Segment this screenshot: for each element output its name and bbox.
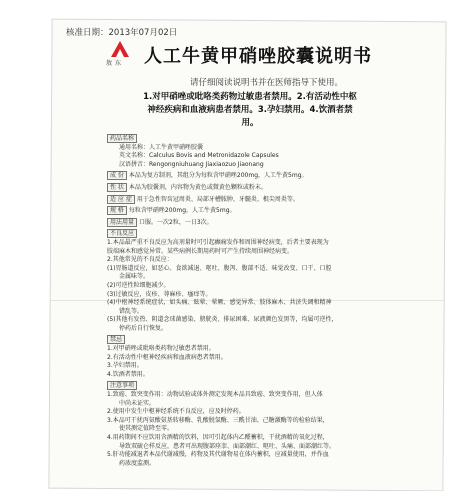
section-label-adverse: 不良反应	[107, 229, 137, 238]
contra-line: 1.对甲硝唑或吡咯类药物过敏患者禁用。	[107, 345, 215, 353]
caution-line: 4.用药期间不应饮用含酒精的饮料，因可引起体内乙醛蓄积，干扰酒精的氧化过程，	[107, 434, 329, 441]
adverse-line: 2.其他常见的不良反应：	[107, 256, 173, 264]
spec-text: 每粒含甲硝唑200mg，人工牛黄5mg。	[128, 207, 236, 215]
section-label-contraindications: 禁忌	[107, 335, 125, 344]
reading-note: 请仔细阅读说明书并在医师指导下使用。	[190, 78, 344, 88]
caution-line: 使其测定值降至零。	[119, 425, 174, 433]
caution-line: 药浓度监测。	[119, 459, 156, 467]
appearance-text: 本品为胶囊剂，内容物为黄色或微黄色颗粒或粉末。	[128, 183, 267, 191]
contra-line: 4.饮酒者禁用。	[107, 370, 149, 378]
adverse-line: (4)中枢神经系统症状，如头痛、眩晕、晕厥、感觉异常、肢体麻木、共济失调和精神	[107, 299, 332, 307]
section-label-appearance: 性 状	[107, 183, 127, 192]
document-title: 人工牛黄甲硝唑胶囊说明书	[144, 46, 372, 67]
adverse-line: (5)其他有发热、阴道念球菌感染、膀胱炎、排尿困难、尿液颜色发黑等，均属可逆性，	[107, 316, 338, 324]
generic-name: 通用名称：人工牛黄甲硝唑胶囊	[119, 143, 204, 151]
adverse-line: (2)可逆性粒细胞减少。	[107, 281, 170, 289]
english-name: 英文名称：Calculus Bovis and Metronidazole Capsules	[119, 152, 279, 160]
section-label-indication: 适 应 症	[107, 195, 135, 204]
adverse-line: 金属味等。	[119, 273, 150, 281]
adverse-line: 1.本品最严重不良反应为高剂量时可引起癫痫发作和周围神经病变，后者主要表现为	[107, 238, 329, 246]
adverse-line: 肢端麻木和感觉异常。某些病例长期用药时可产生持续周围神经病变。	[107, 247, 294, 255]
composition-text: 本品为复方制剂，其组分为每粒含甲硝唑200mg，人工牛黄5mg。	[128, 172, 308, 180]
caution-line: 导致双硫仑样反应，患者可出现腹部痉挛、面部潮红、呕吐、头痛、面部潮红等。	[119, 442, 336, 450]
section-label-dosage: 用法用量	[107, 218, 137, 227]
adverse-line: 停药后自行恢复。	[119, 324, 168, 332]
leaflet-body	[107, 134, 407, 468]
dosage-text: 口服。一次2粒，一日3次。	[139, 218, 213, 226]
pinyin-name: 汉语拼音：Rengongniuhuang Jiaxiaozuo Jiaonang	[119, 160, 264, 168]
section-label-composition: 成 份	[107, 171, 127, 180]
caution-line: 2.使用中发生中枢神经系统不良反应，应及时停药。	[107, 408, 245, 416]
brand-logo	[102, 40, 136, 66]
approval-date: 核准日期：2013年07月02日	[66, 28, 178, 38]
caution-line: 1.致癌、致突变作用：动物试验或体外测定发现本品具致癌、致突变作用，但人体	[107, 391, 323, 399]
section-label-name: 药品名称	[107, 134, 137, 143]
section-label-cautions: 注意事项	[107, 381, 137, 390]
caution-line: 5.肝功能减退者本品代谢减慢，药物及其代谢物易在体内蓄积，应减量使用，并作血	[107, 451, 329, 459]
contra-line: 2.有活动性中枢神经疾病和血液病患者禁用。	[107, 353, 227, 361]
indication-text: 用于急性智齿冠周炎、局部牙槽脓肿、牙髓炎、根尖周炎等。	[136, 195, 299, 203]
boxed-warning: 1.对甲硝唑或吡咯类药物过敏患者禁用。2.有活动性中枢神经疾病和血液病患者禁用。3.孕妇禁用。4.饮酒者禁用。	[143, 92, 357, 128]
brand-logo-text: 敖东	[106, 60, 125, 67]
adverse-line: (3)过敏反应，皮疹、荨麻疹、瘙痒等。	[107, 290, 212, 298]
section-label-spec: 规 格	[107, 206, 127, 215]
adverse-line: (1)胃肠道反应，如恶心、食欲减退、呕吐、腹泻、腹部不适、味觉改变、口干、口腔	[107, 264, 332, 272]
contra-line: 3.孕妇禁用。	[107, 362, 143, 370]
caution-line: 3.本品可干扰丙氨酸氨基转移酶、乳酸脱氢酶、三酰甘油、己糖激酶等的检验结果，	[107, 416, 329, 424]
caution-line: 中尚未证实。	[119, 399, 156, 407]
brand-logo-icon	[109, 40, 131, 58]
adverse-line: 错乱等。	[119, 307, 144, 315]
